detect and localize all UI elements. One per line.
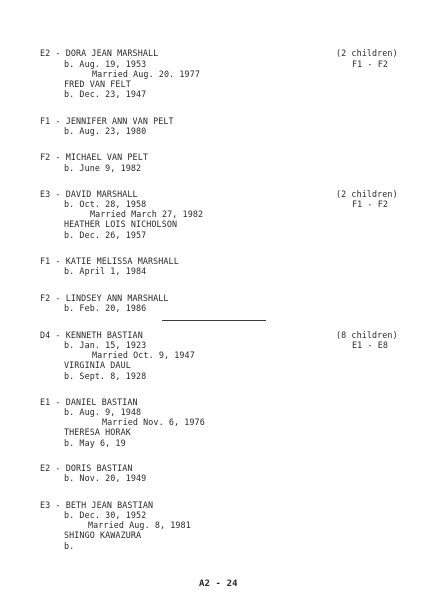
- entry-name: F1 - KATIE MELISSA MARSHALL: [40, 256, 179, 266]
- children-count: (8 children): [336, 330, 398, 340]
- spouse-birth: b. Dec. 26, 1957: [64, 230, 147, 240]
- entry-name: E3 - BETH JEAN BASTIAN: [40, 500, 154, 510]
- children-range: F1 - F2: [352, 199, 388, 209]
- spouse-name: FRED VAN FELT: [64, 79, 131, 89]
- spouse-birth: b. Dec. 23, 1947: [64, 89, 147, 99]
- children-range: E1 - E8: [352, 340, 388, 350]
- spouse-birth: b.: [64, 541, 75, 551]
- spouse-name: THERESA HORAK: [64, 427, 131, 437]
- entry-name: F2 - LINDSEY ANN MARSHALL: [40, 293, 169, 303]
- entry-birth: b. Aug. 23, 1980: [64, 126, 147, 136]
- section-divider: [162, 320, 266, 321]
- spouse-name: VIRGINIA DAUL: [64, 360, 131, 370]
- entry-married: Married Oct. 9, 1947: [92, 350, 195, 360]
- entry-married: Married March 27, 1982: [90, 209, 204, 219]
- entry-birth: b. Aug. 9, 1948: [64, 407, 142, 417]
- entry-married: Married Aug. 20. 1977: [92, 69, 200, 79]
- entry-birth: b. Oct. 28, 1958: [64, 199, 147, 209]
- entry-birth: b. Jan. 15, 1923: [64, 340, 147, 350]
- entry-name: F2 - MICHAEL VAN PELT: [40, 152, 148, 162]
- entry-name: E2 - DORA JEAN MARSHALL: [40, 48, 159, 58]
- entry-married: Married Nov. 6, 1976: [102, 417, 205, 427]
- entry-name: F1 - JENNIFER ANN VAN PELT: [40, 116, 174, 126]
- entry-name: E2 - DORIS BASTIAN: [40, 463, 133, 473]
- children-count: (2 children): [336, 189, 398, 199]
- entry-married: Married Aug. 8, 1981: [88, 520, 191, 530]
- spouse-birth: b. May 6, 19: [64, 438, 126, 448]
- entry-name: E3 - DAVID MARSHALL: [40, 189, 138, 199]
- entry-birth: b. April 1, 1984: [64, 266, 147, 276]
- spouse-birth: b. Sept. 8, 1928: [64, 371, 147, 381]
- entry-birth: b. Feb. 20, 1986: [64, 303, 147, 313]
- spouse-name: HEATHER LOIS NICHOLSON: [64, 219, 178, 229]
- spouse-name: SHINGO KAWAZURA: [64, 530, 142, 540]
- page-number: A2 - 24: [199, 579, 238, 589]
- entry-name: E1 - DANIEL BASTIAN: [40, 397, 138, 407]
- entry-birth: b. Dec. 30, 1952: [64, 510, 147, 520]
- entry-birth: b. Aug. 19, 1953: [64, 59, 147, 69]
- children-count: (2 children): [336, 48, 398, 58]
- children-range: F1 - F2: [352, 59, 388, 69]
- entry-birth: b. June 9, 1982: [64, 163, 142, 173]
- entry-name: D4 - KENNETH BASTIAN: [40, 330, 143, 340]
- entry-birth: b. Nov. 20, 1949: [64, 473, 147, 483]
